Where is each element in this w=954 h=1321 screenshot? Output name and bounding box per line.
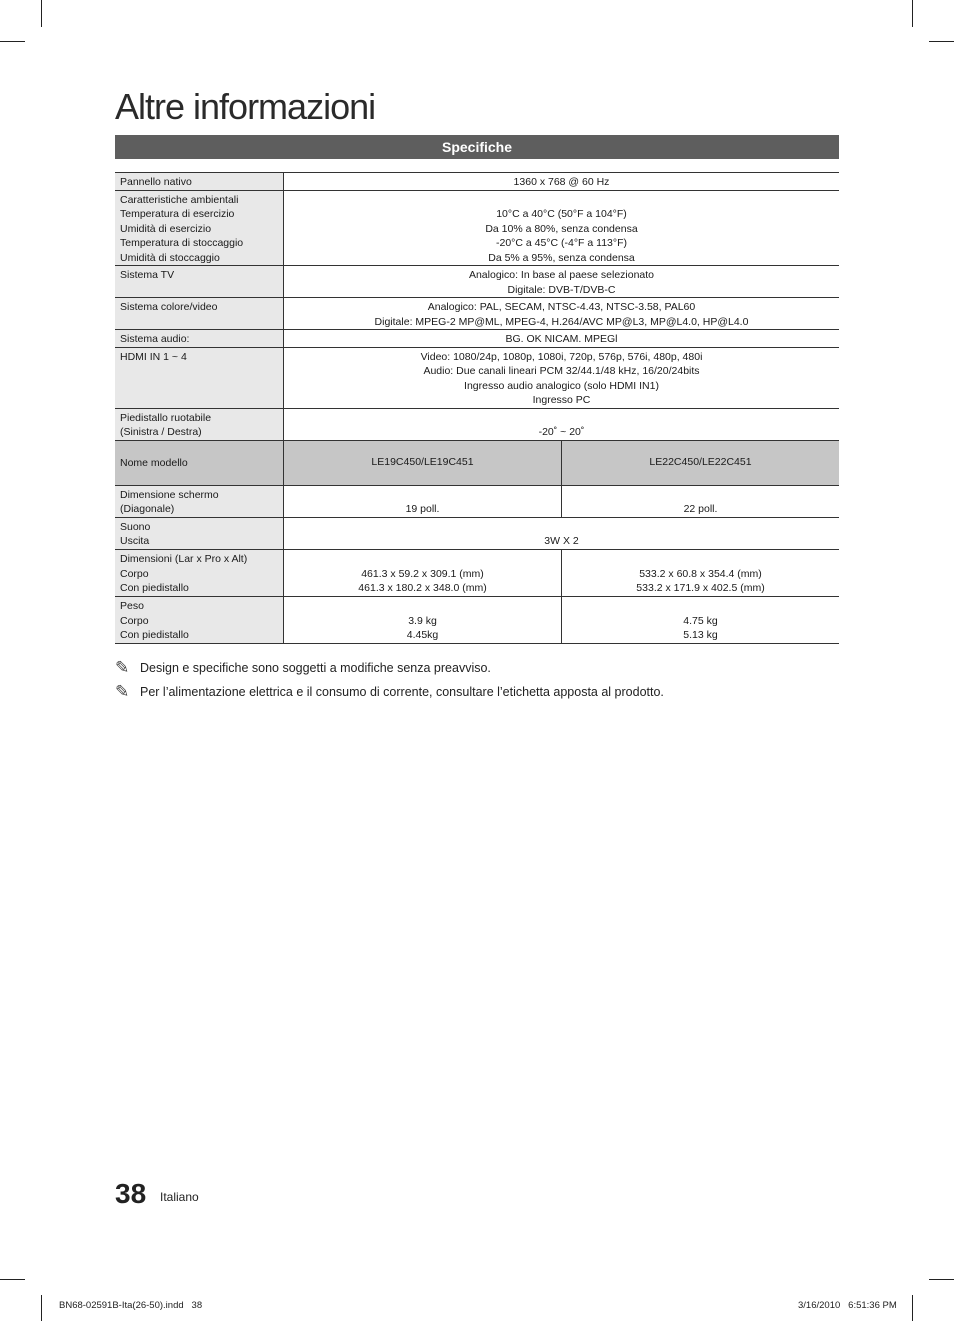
table-row [115, 596, 839, 643]
row-label: Pannello nativo [115, 173, 284, 191]
row-value: 533.2 x 60.8 x 354.4 (mm) 533.2 x 171.9 x 402.5 (mm) [562, 549, 840, 596]
row-label: Piedistallo ruotabile (Sinistra / Destra) [115, 408, 284, 440]
row-label: Suono Uscita [115, 517, 284, 549]
crop-mark [0, 41, 25, 42]
section-title: Specifiche [115, 135, 839, 159]
row-value: Video: 1080/24p, 1080p, 1080i, 720p, 576p, 576i, 480p, 480i Audio: Due canali lineari PCM 32/44.1/48 kHz, 16/20/24bits Ingresso audio analogico (solo HDMI IN1) Ingresso PC [284, 347, 840, 408]
crop-mark [929, 1279, 954, 1280]
row-value: 1360 x 768 @ 60 Hz [284, 173, 840, 191]
row-value: Analogico: PAL, SECAM, NTSC-4.43, NTSC-3.58, PAL60 Digitale: MPEG-2 MP@ML, MPEG-4, H.264/AVC MP@L3, MP@L4.0, HP@L4.0 [284, 298, 840, 330]
note-item [115, 680, 664, 704]
pencil-note-icon: ✎ [115, 682, 130, 701]
table-row [115, 266, 839, 298]
crop-mark [912, 1295, 913, 1321]
row-label: Dimensioni (Lar x Pro x Alt) Corpo Con piedistallo [115, 549, 284, 596]
table-row [115, 440, 839, 485]
table-row [115, 330, 839, 348]
row-value: -20˚ ~ 20˚ [284, 408, 840, 440]
model-name: LE22C450/LE22C451 [562, 440, 840, 485]
table-row [115, 190, 839, 266]
row-value: BG. OK NICAM. MPEGl [284, 330, 840, 348]
note-text: Per l’alimentazione elettrica e il consumo di corrente, consultare l’etichetta apposta al prodotto. [140, 685, 664, 699]
row-value: 3W X 2 [284, 517, 840, 549]
row-label: Sistema audio: [115, 330, 284, 348]
date-slug: 3/16/2010 6:51:36 PM [798, 1300, 897, 1311]
row-value: 3.9 kg 4.45kg [284, 596, 562, 643]
table-row [115, 347, 839, 408]
table-row [115, 485, 839, 517]
note-text: Design e specifiche sono soggetti a modifiche senza preavviso. [140, 661, 491, 675]
crop-mark [41, 0, 42, 27]
table-row [115, 517, 839, 549]
row-label: Nome modello [115, 440, 284, 485]
page-language: Italiano [160, 1190, 199, 1204]
row-value: 10°C a 40°C (50°F a 104°F) Da 10% a 80%, senza condensa -20°C a 45°C (-4°F a 113°F) Da 5% a 95%, senza condensa [284, 190, 840, 266]
row-label: Caratteristiche ambientali Temperatura di esercizio Umidità di esercizio Temperatura di stoccaggio Umidità di stoccaggio [115, 190, 284, 266]
crop-mark [912, 0, 913, 27]
crop-mark [41, 1295, 42, 1321]
pencil-note-icon: ✎ [115, 658, 130, 677]
table-row [115, 173, 839, 191]
page-number: 38 [115, 1178, 147, 1209]
row-label: Peso Corpo Con piedistallo [115, 596, 284, 643]
row-label: HDMI IN 1 ~ 4 [115, 347, 284, 408]
table-row [115, 549, 839, 596]
row-value: 461.3 x 59.2 x 309.1 (mm) 461.3 x 180.2 x 348.0 (mm) [284, 549, 562, 596]
notes [115, 656, 664, 704]
row-label: Sistema TV [115, 266, 284, 298]
file-slug: BN68-02591B-Ita(26-50).indd 38 [59, 1300, 203, 1311]
table-row [115, 408, 839, 440]
page-title: Altre informazioni [115, 86, 376, 127]
row-value: 4.75 kg 5.13 kg [562, 596, 840, 643]
crop-mark [929, 41, 954, 42]
row-label: Dimensione schermo (Diagonale) [115, 485, 284, 517]
row-value: 22 poll. [562, 485, 840, 517]
note-item [115, 656, 664, 680]
spec-table [115, 172, 839, 644]
row-label: Sistema colore/video [115, 298, 284, 330]
model-name: LE19C450/LE19C451 [284, 440, 562, 485]
crop-mark [0, 1279, 25, 1280]
row-value: Analogico: In base al paese selezionato Digitale: DVB-T/DVB-C [284, 266, 840, 298]
row-value: 19 poll. [284, 485, 562, 517]
table-row [115, 298, 839, 330]
